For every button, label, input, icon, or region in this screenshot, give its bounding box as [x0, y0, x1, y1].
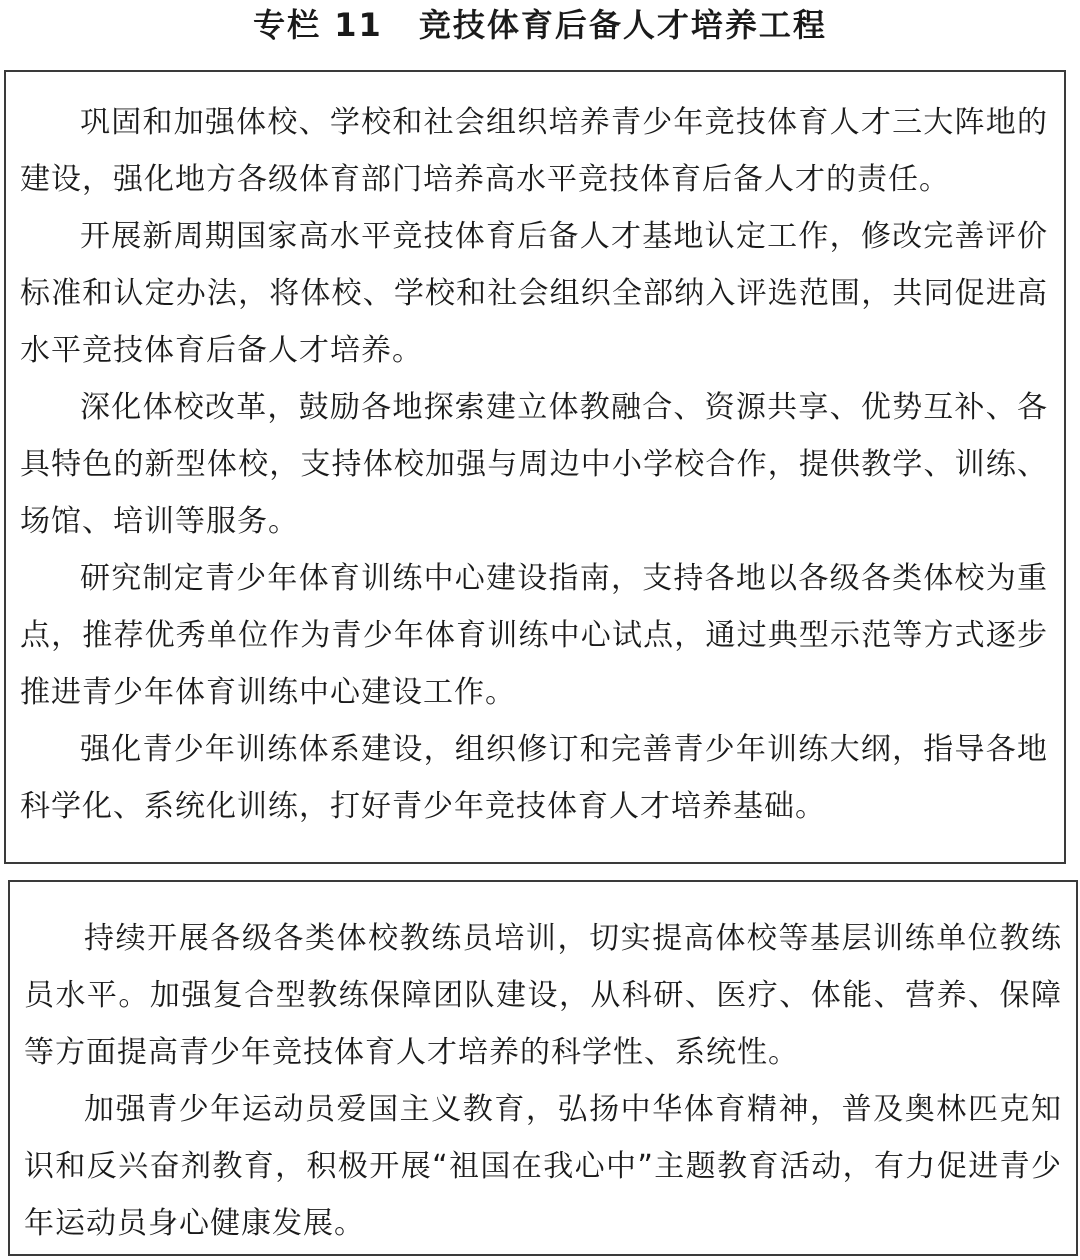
paragraph: 强化青少年训练体系建设，组织修订和完善青少年训练大纲，指导各地科学化、系统化训练，打好青少年竞技体育人才培养基础。: [20, 732, 1048, 824]
paragraph: 持续开展各级各类体校教练员培训，切实提高体校等基层训练单位教练员水平。加强复合型教练保障团队建设，从科研、医疗、体能、营养、保障等方面提高青少年竞技体育人才培养的科学性、系统性。: [24, 921, 1062, 1070]
content-box-primary: [4, 70, 1066, 864]
paragraph: 研究制定青少年体育训练中心建设指南，支持各地以各级各类体校为重点，推荐优秀单位作为青少年体育训练中心试点，通过典型示范等方式逐步推进青少年体育训练中心建设工作。: [20, 561, 1048, 710]
content-box-secondary: [8, 880, 1078, 1256]
paragraph: 开展新周期国家高水平竞技体育后备人才基地认定工作，修改完善评价标准和认定办法，将体校、学校和社会组织全部纳入评选范围，共同促进高水平竞技体育后备人才培养。: [20, 219, 1048, 368]
column-title: 竞技体育后备人才培养工程: [418, 6, 827, 44]
paragraph: 深化体校改革，鼓励各地探索建立体教融合、资源共享、优势互补、各具特色的新型体校，支持体校加强与周边中小学校合作，提供教学、训练、场馆、培训等服务。: [20, 390, 1048, 539]
column-number: 专栏 11: [253, 6, 383, 44]
paragraph: 巩固和加强体校、学校和社会组织培养青少年竞技体育人才三大阵地的建设，强化地方各级体育部门培养高水平竞技体育后备人才的责任。: [20, 105, 1048, 197]
paragraph: 加强青少年运动员爱国主义教育，弘扬中华体育精神，普及奥林匹克知识和反兴奋剂教育，积极开展“祖国在我心中”主题教育活动，有力促进青少年运动员身心健康发展。: [24, 1092, 1062, 1241]
page-title: [0, 2, 1080, 48]
